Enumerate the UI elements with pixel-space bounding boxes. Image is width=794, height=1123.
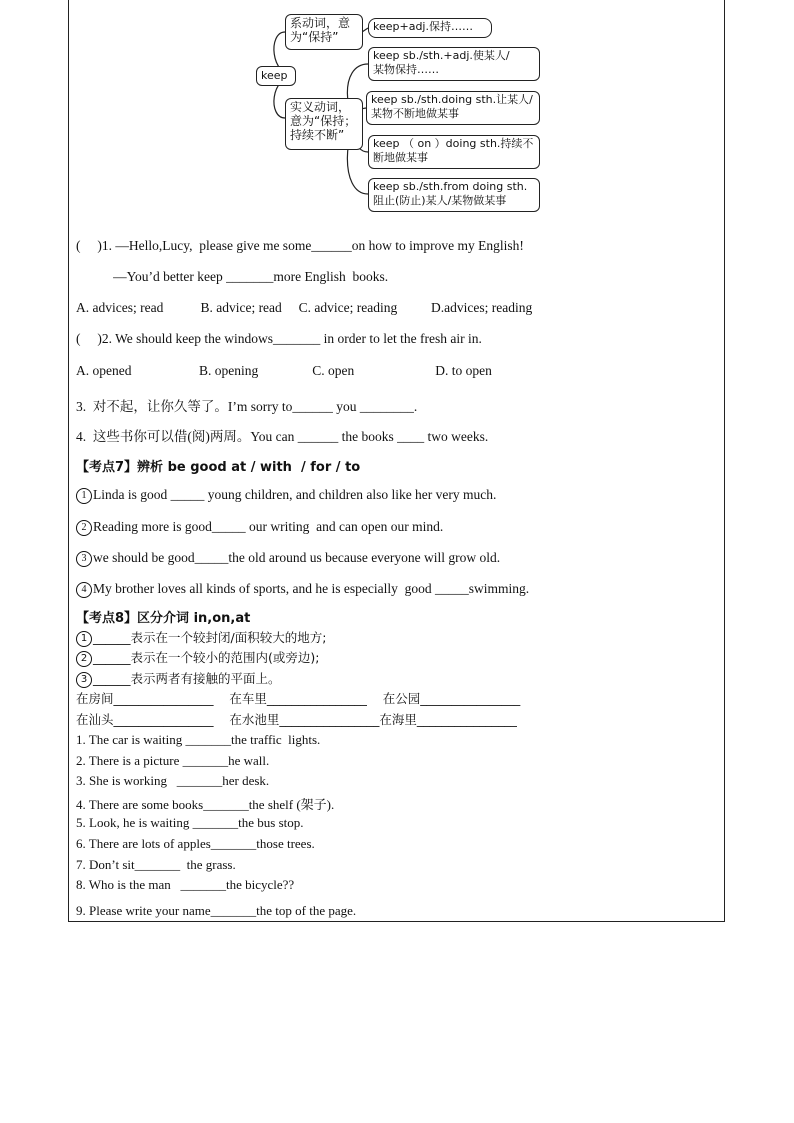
section-heading-7: 【考点7】辨析 be good at / with / for / to (76, 460, 361, 475)
kd8-item-text: ______表示在一个较封闭/面积较大的地方; (93, 630, 327, 645)
kd8-item-2 (76, 648, 319, 667)
kd7-item-text: Reading more is good_____ our writing and can open our mind. (93, 519, 444, 534)
question-1-options: A. advices; read B. advice; read C. advice; reading D.advices; reading (76, 300, 533, 315)
kd7-item-3 (76, 550, 500, 567)
number-circle: 4 (76, 582, 92, 598)
question-1-reply: —You’d better keep _______more English books. (76, 269, 389, 284)
number-circle: 1 (76, 631, 92, 647)
exercise-4: 4. There are some books_______the shelf (架子). (76, 797, 335, 812)
kd7-item-4 (76, 581, 529, 598)
kd8-item-text: ______表示两者有接触的平面上。 (93, 671, 281, 686)
exercise-6: 6. There are lots of apples_______those trees. (76, 836, 315, 851)
number-circle: 3 (76, 551, 92, 567)
number-circle: 1 (76, 488, 92, 504)
mindmap-branch-linking-verb: 系动词，意 为“保持” (285, 14, 363, 50)
kd7-item-text: we should be good_____the old around us because everyone will grow old. (93, 550, 501, 565)
number-circle: 3 (76, 672, 92, 688)
mindmap-leaf-1: keep sb./sth.+adj.使某人/ 某物保持…… (368, 47, 540, 81)
exercise-8: 8. Who is the man _______the bicycle?? (76, 877, 295, 892)
mindmap-leaf-keep-adj: keep+adj.保持…… (368, 18, 492, 38)
number-circle: 2 (76, 651, 92, 667)
fill-row-2: 在汕头________________ 在水池里________________在海里________________ (76, 712, 517, 727)
exercise-5: 5. Look, he is waiting _______the bus stop. (76, 815, 304, 830)
keep-mindmap (0, 0, 794, 220)
question-2-options: A. opened B. opening C. open D. to open (76, 363, 492, 378)
kd7-item-text: Linda is good _____ young children, and children also like her very much. (93, 487, 497, 502)
exercise-2: 2. There is a picture _______he wall. (76, 753, 270, 768)
kd7-item-2 (76, 519, 443, 536)
exercise-9: 9. Please write your name_______the top of the page. (76, 903, 357, 918)
question-2: ( )2. We should keep the windows_______ in order to let the fresh air in. (76, 331, 482, 346)
exercise-7: 7. Don’t sit_______ the grass. (76, 857, 236, 872)
question-1: ( )1. —Hello,Lucy, please give me some______on how to improve my English! (76, 238, 524, 253)
mindmap-leaf-3: keep （ on ）doing sth.持续不 断地做某事 (368, 135, 540, 169)
kd7-item-text: My brother loves all kinds of sports, and he is especially good _____swimming. (93, 581, 530, 596)
kd8-item-3 (76, 669, 281, 688)
mindmap-leaf-2: keep sb./sth.doing sth.让某人/ 某物不断地做某事 (366, 91, 540, 125)
number-circle: 2 (76, 520, 92, 536)
translation-3: 3. 对不起，让你久等了。I’m sorry to______ you ________. (76, 399, 418, 414)
mindmap-branch-action-verb: 实义动词， 意为“保持； 持续不断” (285, 98, 363, 150)
kd8-item-text: ______表示在一个较小的范围内(或旁边); (93, 650, 320, 665)
mindmap-leaf-4: keep sb./sth.from doing sth. 阻止(防止)某人/某物做某事 (368, 178, 540, 212)
exercise-1: 1. The car is waiting _______the traffic lights. (76, 732, 321, 747)
translation-4: 4. 这些书你可以借(阅)两周。You can ______ the books ____ two weeks. (76, 429, 489, 444)
section-heading-8: 【考点8】区分介词 in,on,at (76, 611, 251, 626)
mindmap-root-keep: keep (256, 66, 296, 86)
fill-row-1: 在房间________________ 在车里________________ 在公园________________ (76, 691, 521, 706)
exercise-3: 3. She is working _______her desk. (76, 773, 270, 788)
kd7-item-1 (76, 487, 496, 504)
kd8-item-1 (76, 628, 326, 647)
